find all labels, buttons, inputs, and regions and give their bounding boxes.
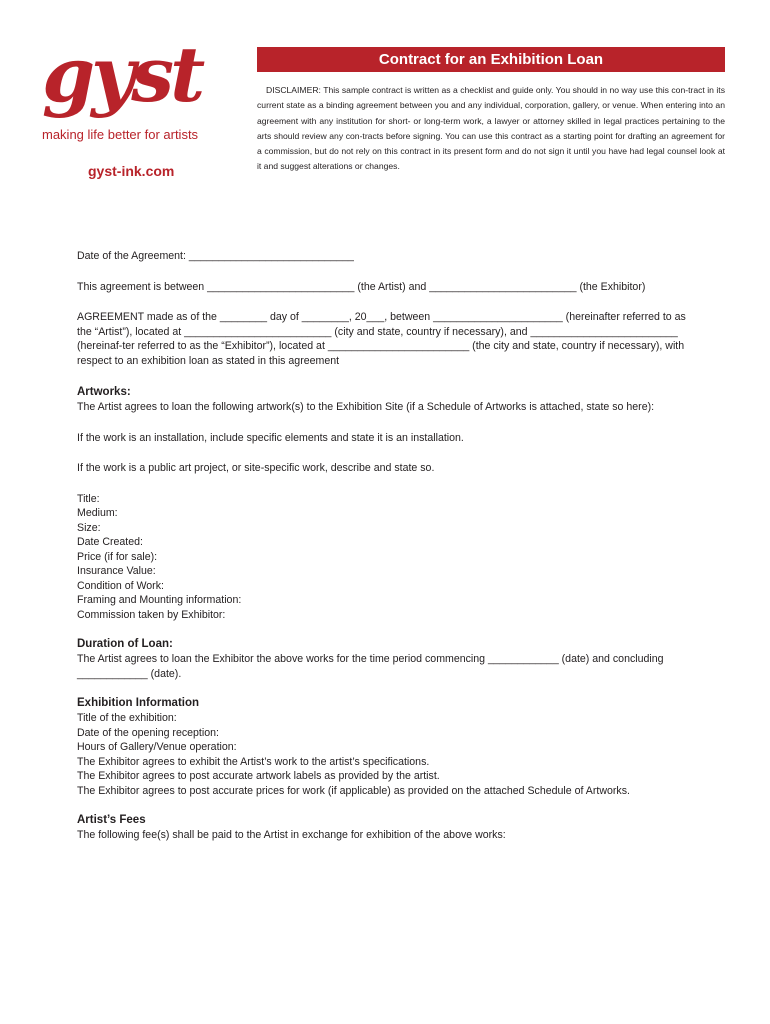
logo-tagline: making life better for artists — [42, 127, 199, 142]
artwork-field: Medium: — [77, 507, 118, 519]
parties-line: This agreement is between _________________________ (the Artist) and _________________________ (the Exhibitor) — [77, 280, 646, 293]
artworks-installation-note: If the work is an installation, include specific elements and state it is an installation. — [77, 431, 464, 444]
exhibition-line: The Exhibitor agrees to post accurate prices for work (if applicable) as provided on the attached Schedule of Artworks. — [77, 784, 630, 797]
fees-heading: Artist’s Fees — [77, 814, 146, 826]
gyst-logo: gyst — [42, 30, 202, 119]
artwork-field: Size: — [77, 521, 101, 534]
artwork-field: Date Created: — [77, 536, 143, 548]
exhibition-line: Date of the opening reception: — [77, 726, 219, 739]
artworks-intro: The Artist agrees to loan the following artwork(s) to the Exhibition Site (if a Schedule of Artworks is attached, state so here): — [77, 401, 655, 413]
disclaimer-text: DISCLAIMER: This sample contract is written as a checklist and guide only. You should in no way use this con-tract in its current state as a binding agreement between you and any individual, corporation, gallery, or venue. When entering into an agreement with any institution for short- or long-term work, a lawyer or attorney skilled in legal practices pertaining to the arts should review any con-tracts before signing. You can use this contract as a starting point for drafting an agreement for a commission, but do not rely on this contract in its present form and do not sign it until you have had legal counsel look at it and suggest alterations or changes. — [257, 85, 725, 172]
exhibition-line: Hours of Gallery/Venue operation: — [77, 741, 237, 753]
document-title: Contract for an Exhibition Loan — [257, 47, 725, 72]
agreement-paragraph: AGREEMENT made as of the ________ day of ________, 20___, between ______________________ (hereinafter referred to as the “Artist”), located at _________________________ (city and state, country if necessary), and _________________________ (hereinaf-ter referred to as the “Exhibitor”), located at ________________________ (the city and state, country if necessary), with respect to an exhibition loan as stated in this agreement — [77, 311, 686, 367]
website-link[interactable]: gyst-ink.com — [88, 163, 175, 179]
artwork-field: Title: — [77, 492, 100, 505]
artworks-heading: Artworks: — [77, 386, 131, 398]
fees-text: The following fee(s) shall be paid to the Artist in exchange for exhibition of the above works: — [77, 829, 506, 841]
exhibition-heading: Exhibition Information — [77, 697, 200, 709]
artwork-field: Condition of Work: — [77, 579, 164, 592]
artwork-field: Insurance Value: — [77, 565, 156, 577]
artwork-field: Commission taken by Exhibitor: — [77, 608, 226, 621]
exhibition-line: The Exhibitor agrees to post accurate artwork labels as provided by the artist. — [77, 770, 440, 782]
agreement-date-line: Date of the Agreement: ____________________________ — [77, 250, 354, 262]
duration-text: The Artist agrees to loan the Exhibitor the above works for the time period commencing ____________ (date) and concluding ____________ (date). — [77, 653, 664, 680]
duration-heading: Duration of Loan: — [77, 638, 173, 650]
artwork-field: Price (if for sale): — [77, 550, 158, 563]
exhibition-line: Title of the exhibition: — [77, 712, 177, 724]
exhibition-line: The Exhibitor agrees to exhibit the Artist’s work to the artist’s specifications. — [77, 755, 430, 768]
artwork-field: Framing and Mounting information: — [77, 594, 242, 606]
artworks-public-art-note: If the work is a public art project, or site-specific work, describe and state so. — [77, 462, 435, 474]
contract-body — [77, 249, 697, 843]
